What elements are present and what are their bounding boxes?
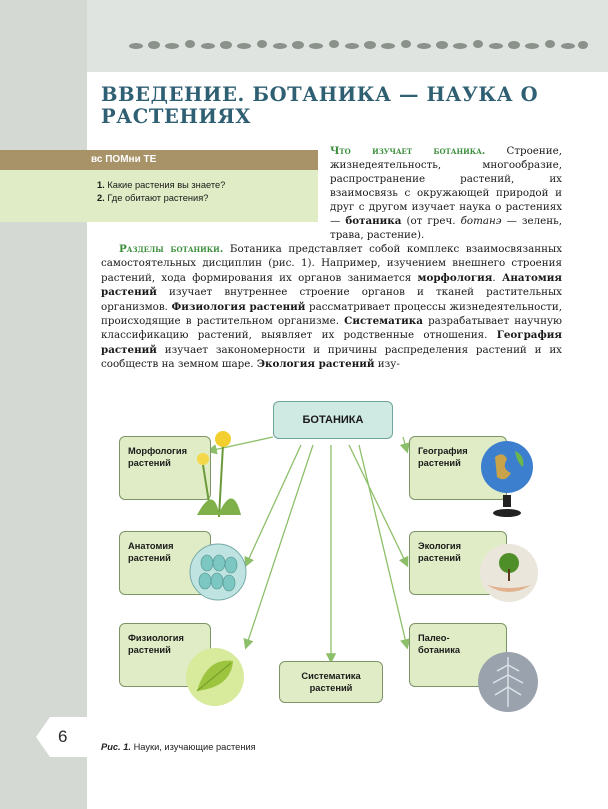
leaf-image [185, 647, 245, 707]
node-paleobotany: Палео- ботаника [409, 623, 507, 687]
left-margin-band [0, 0, 87, 809]
remember-questions [0, 170, 318, 222]
node-geography: География растений [409, 436, 507, 500]
intro-paragraph: Что изучает ботаника. Строение, жизнедеятельность, многообразие, распространение растений, их взаимосвязь с окружающей природой и друг с другом изучает наука о растениях — ботаника (от греч. ботанэ — зелень, трава, растение). [330, 145, 562, 241]
node-morphology: Морфология растений [119, 436, 211, 500]
node-ecology: Экология растений [409, 531, 507, 595]
globe-image [477, 437, 539, 519]
question-1: 1. Какие растения вы знаете? [97, 180, 226, 190]
node-anatomy: Анатомия растений [119, 531, 211, 595]
fossil-fern-image [477, 651, 539, 713]
remember-heading: вс ПОМни ТЕ [0, 150, 318, 170]
dandelion-image [183, 425, 253, 521]
node-botany: БОТАНИКА [273, 401, 393, 439]
remember-box [0, 150, 318, 222]
top-header-band [87, 0, 608, 72]
botany-diagram [101, 395, 561, 725]
page-number: 6 [58, 727, 68, 746]
figure-caption: Рис. 1. Науки, изучающие растения [101, 742, 256, 752]
chapter-title: ВВЕДЕНИЕ. БОТАНИКА — НАУКА О РАСТЕНИЯХ [101, 83, 539, 128]
plant-cells-image [189, 543, 247, 601]
node-physiology: Физиология растений [119, 623, 211, 687]
animal-silhouettes-strip [128, 38, 588, 52]
hands-sapling-image [479, 543, 539, 603]
node-systematics: Систематика растений [279, 661, 383, 703]
question-2: 2. Где обитают растения? [97, 193, 209, 203]
sections-paragraph: Разделы ботаники. Ботаника представляет собой комплекс взаимосвязанных самостоятельных дисциплин (рис. 1). Например, изучением внешнего строения растений, хода формирования их органов занимается морфология. Анатомия растений изучает внутреннее строение органов и тканей растительных организмов. Физиология растений рассматривает процессы жизнедеятельности, происходящие в растительном организме. Систематика разрабатывает научную классификацию растений, выявляет их родственные отношения. География растений изучает закономерности и причины распределения растений и их сообществ на земном шаре. Экология растений изу- [101, 243, 563, 371]
